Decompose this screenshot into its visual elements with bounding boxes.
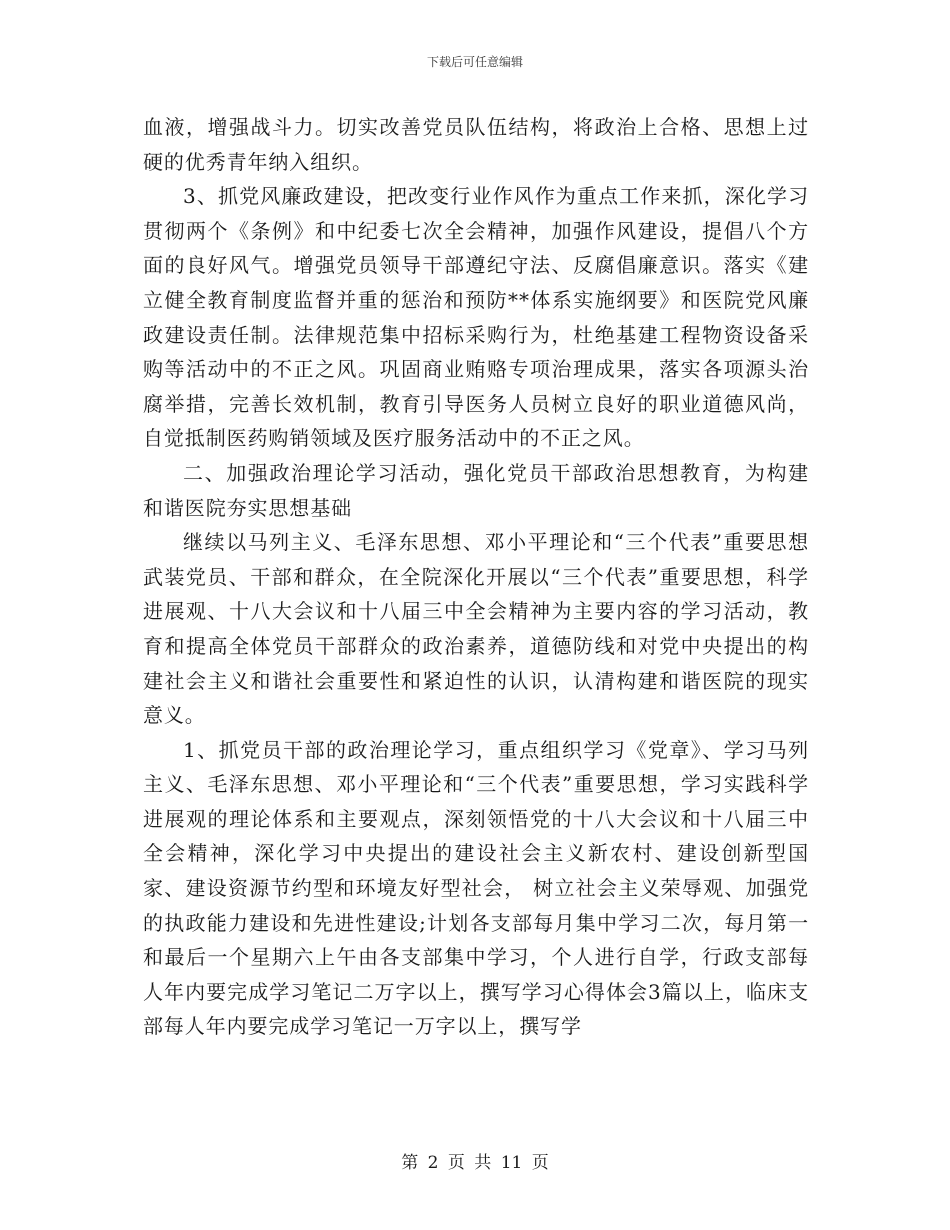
page-footer: 第 2 页 共 11 页 — [401, 1153, 549, 1173]
paragraph-intro: 继续以马列主义、毛泽东思想、邓小平理论和“三个代表”重要思想武装党员、干部和群众，在全院深化开展以“三个代表”重要思想，科学进展观、十八大会议和十八届三中全会精神为主要内容的学习活动，教育和提高全体党员干部群众的政治素养，道德防线和对党中央提出的构建社会主义和谐社会重要性和紧迫性的认识，认清构建和谐医院的现实意义。 — [143, 530, 809, 728]
section-heading-2: 二、加强政治理论学习活动，强化党员干部政治思想教育，为构建和谐医院夯实思想基础 — [143, 460, 809, 520]
paragraph-item-3: 3、抓党风廉政建设，把改变行业作风作为重点工作来抓，深化学习贯彻两个《条例》和中纪委七次全会精神，加强作风建设，提倡八个方面的良好风气。增强党员领导干部遵纪守法、反腐倡廉意识。落实《建立健全教育制度监督并重的惩治和预防**体系实施纲要》和医院党风廉政建设责任制。法律规范集中招标采购行为，杜绝基建工程物资设备采购等活动中的不正之风。巩固商业贿赂专项治理成果，落实各项源头治腐举措，完善长效机制，教育引导医务人员树立良好的职业道德风尚，自觉抵制医药购销领域及医疗服务活动中的不正之风。 — [143, 184, 809, 451]
page-header: 下载后可任意编辑 — [426, 55, 523, 69]
document-body — [143, 110, 809, 1044]
paragraph-item-1: 1、抓党员干部的政治理论学习，重点组织学习《党章》、学习马列主义、毛泽东思想、邓小平理论和“三个代表”重要思想，学习实践科学进展观的理论体系和主要观点，深刻领悟党的十八大会议和十八届三中全会精神，深化学习中央提出的建设社会主义新农村、建设创新型国家、建设资源节约型和环境友好型社会， 树立社会主义荣辱观、加强党的执政能力建设和先进性建设;计划各支部每月集中学习二次，每月第一和最后一个星期六上午由各支部集中学习，个人进行自学，行政支部每人年内要完成学习笔记二万字以上，撰写学习心得体会3篇以上，临床支部每人年内要完成学习笔记一万字以上，撰写学 — [143, 737, 809, 1039]
paragraph-continuation: 血液，增强战斗力。切实改善党员队伍结构，将政治上合格、思想上过硬的优秀青年纳入组织。 — [143, 115, 809, 174]
